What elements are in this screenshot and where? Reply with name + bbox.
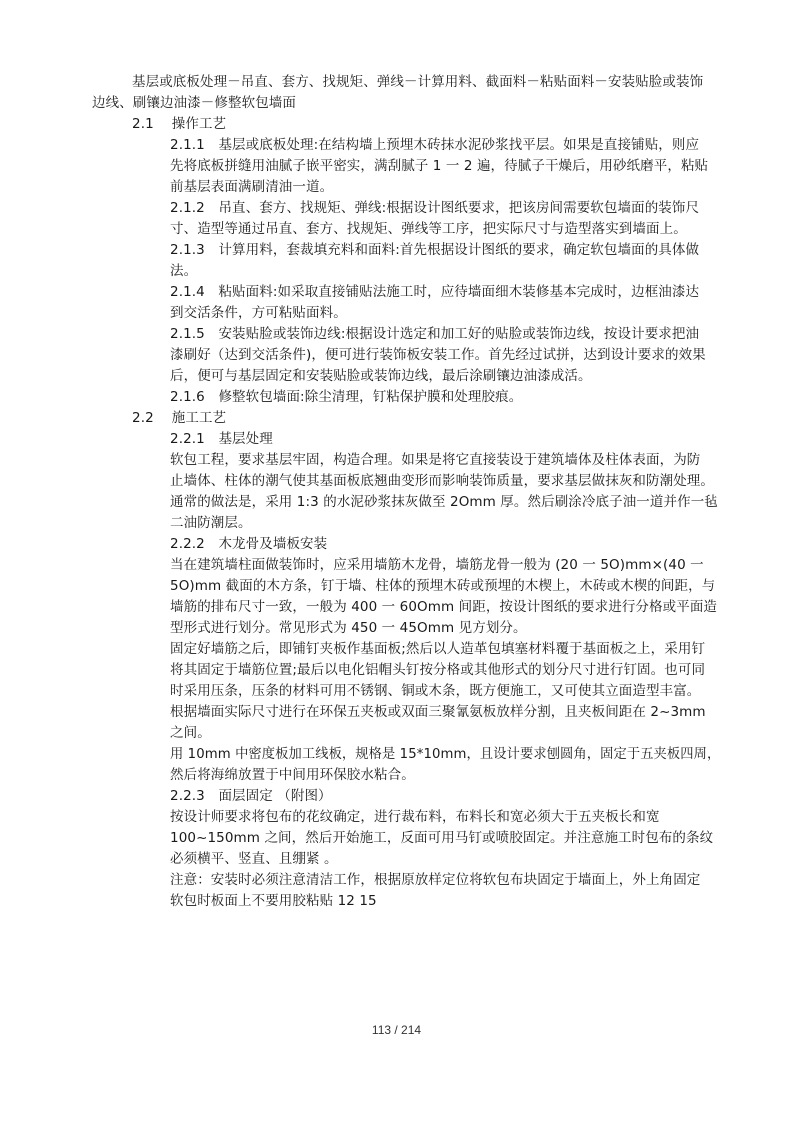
- text-line: 寸、造型等通过吊直、套方、找规矩、弹线等工序，把实际尺寸与造型落实到墙面上。: [170, 221, 687, 237]
- text-line: 2.1.5 安装贴脸或装饰边线:根据设计选定和加工好的贴脸或装饰边线，按设计要求把油: [170, 326, 700, 342]
- text-line: 2.2 施工工艺: [132, 410, 227, 426]
- text-line: 二油防潮层。: [170, 515, 252, 531]
- text-line: 当在建筑墙柱面做装饰时，应采用墙筋木龙骨，墙筋龙骨一般为 (20 一 5O)mm×(40 一: [170, 557, 704, 573]
- text-line: 将其固定于墙筋位置;最后以电化铝帽头钉按分格或其他形式的划分尺寸进行钉固。也可同: [170, 662, 706, 678]
- text-line: 2.1.6 修整软包墙面:除尘清理，钉粘保护膜和处理胶痕。: [170, 389, 523, 405]
- text-line: 5O)mm 截面的木方条，钉于墙、柱体的预埋木砖或预埋的木楔上，木砖或木楔的间距，与: [170, 578, 716, 594]
- text-line: 注意：安装时必须注意清洁工作，根据原放样定位将软包布块固定于墙面上，外上角固定: [170, 872, 701, 888]
- text-line: 根据墙面实际尺寸进行在环保五夹板或双面三聚氰氨板放样分割，且夹板间距在 2~3mm: [170, 704, 706, 720]
- text-line: 然后将海绵放置于中间用环保胶水粘合。: [170, 767, 415, 783]
- text-line: 100~150mm 之间，然后开始施工，反面可用马钉或喷胶固定。并注意施工时包布的条纹: [170, 830, 714, 846]
- page-number: 113 / 214: [371, 1023, 422, 1037]
- text-line: 基层或底板处理－吊直、套方、找规矩、弹线－计算用料、截面料－粘贴面料－安装贴脸或装饰: [132, 74, 704, 90]
- text-line: 型形式进行划分。常见形式为 450 一 45Omm 见方划分。: [170, 620, 527, 636]
- text-line: 先将底板拼缝用油腻子嵌平密实，满刮腻子 1 一 2 遍，待腻子干燥后，用砂纸磨平，粘贴: [170, 158, 709, 174]
- text-line: 2.1.1 基层或底板处理:在结构墙上预埋木砖抹水泥砂浆找平层。如果是直接铺贴，则应: [170, 137, 700, 153]
- text-line: 固定好墙筋之后，即铺钉夹板作基面板;然后以人造革包填塞材料覆于基面板之上，采用钉: [170, 641, 706, 657]
- text-line: 止墙体、柱体的潮气使其基面板底翘曲变形而影响装饰质量，要求基层做抹灰和防潮处理。: [170, 473, 714, 489]
- text-line: 墙筋的排布尺寸一致，一般为 400 一 60Omm 间距，按设计图纸的要求进行分格或平面造: [170, 599, 718, 615]
- text-line: 按设计师要求将包布的花纹确定，进行裁布料，布料长和宽必须大于五夹板长和宽: [170, 809, 660, 825]
- text-line: 软包工程，要求基层牢固，构造合理。如果是将它直接装设于建筑墙体及柱体表面，为防: [170, 452, 701, 468]
- text-line: 必须横平、竖直、且绷紧 。: [170, 851, 338, 867]
- text-line: 之间。: [170, 725, 211, 741]
- text-line: 时采用压条，压条的材料可用不锈钢、铜或木条，既方便施工，又可使其立面造型丰富。: [170, 683, 701, 699]
- text-line: 2.1.2 吊直、套方、找规矩、弹线:根据设计图纸要求，把该房间需要软包墙面的装饰尺: [170, 200, 700, 216]
- text-line: 2.2.3 面层固定 （附图）: [170, 788, 332, 804]
- text-line: 用 10mm 中密度板加工线板，规格是 15*10mm，且设计要求刨圆角，固定于五夹板四周，: [170, 746, 721, 762]
- text-line: 到交活条件，方可粘贴面料。: [170, 305, 347, 321]
- text-line: 漆刷好（达到交活条件)，便可进行装饰板安装工作。首先经过试拼，达到设计要求的效果: [170, 347, 706, 363]
- text-line: 2.2.1 基层处理: [170, 431, 273, 447]
- text-line: 通常的做法是，采用 1:3 的水泥砂浆抹灰做至 2Omm 厚。然后刷涂冷底子油一道并作一毡: [170, 494, 718, 510]
- text-line: 2.1 操作工艺: [132, 116, 227, 132]
- text-line: 2.2.2 木龙骨及墙板安装: [170, 536, 328, 552]
- text-line: 前基层表面满刷清油一道。: [170, 179, 334, 195]
- text-line: 后，便可与基层固定和安装贴脸或装饰边线，最后涂刷镶边油漆成活。: [170, 368, 592, 384]
- text-line: 边线、刷镶边油漆－修整软包墙面: [92, 95, 296, 111]
- text-line: 软包时板面上不要用胶粘贴 12 15: [170, 893, 377, 909]
- text-line: 2.1.3 计算用料，套裁填充料和面料:首先根据设计图纸的要求，确定软包墙面的具体做: [170, 242, 700, 258]
- text-line: 2.1.4 粘贴面料:如采取直接铺贴法施工时，应待墙面细木装修基本完成时，边框油漆达: [170, 284, 700, 300]
- text-line: 法。: [170, 263, 198, 279]
